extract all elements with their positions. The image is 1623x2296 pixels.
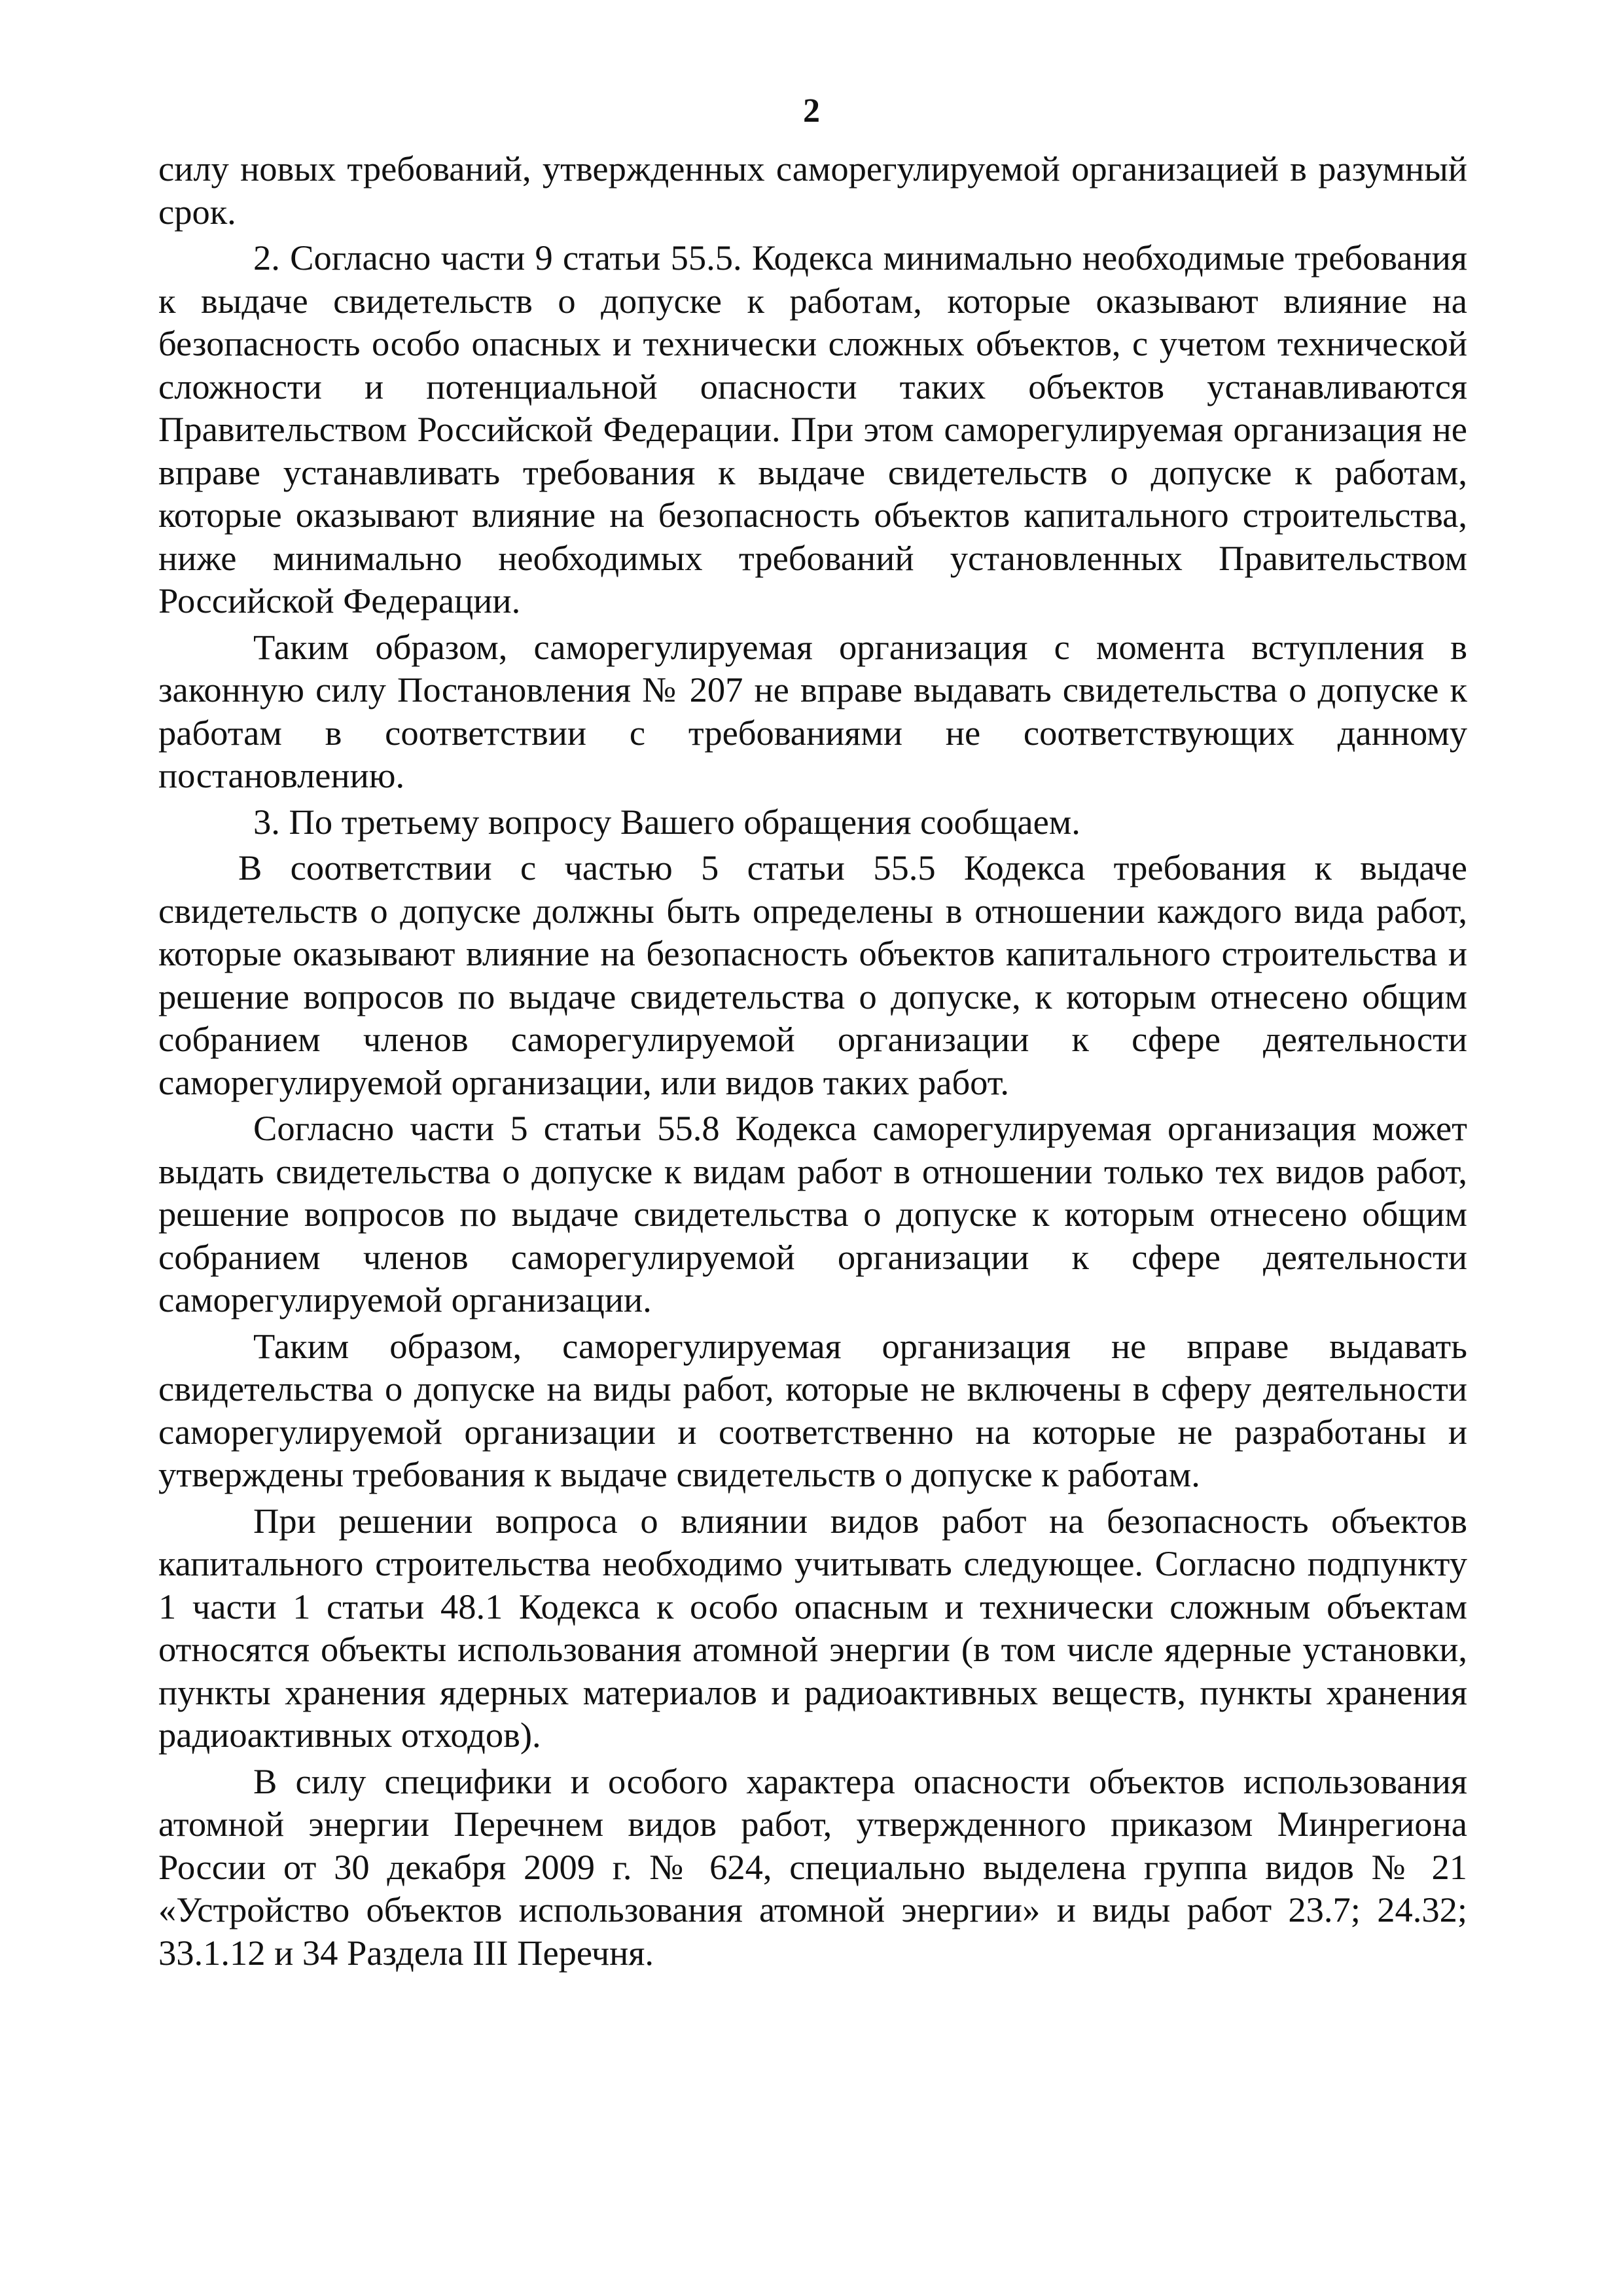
paragraph-conclusion-2: Таким образом, саморегулируемая организация с момента вступления в законную силу Постановления № 207 не вправе выдавать свидетельства о допуске к работам в соответствии с требованиями не соответствующих данному постановлению.: [158, 626, 1467, 795]
paragraph-article-48-1: При решении вопроса о влиянии видов работ на безопасность объектов капитального строительства необходимо учитывать следующее. Согласно подпункту 1 части 1 статьи 48.1 Кодекса к особо опасным и технически сложным объектам относятся объекты использования атомной энергии (в том числе ядерные установки, пункты хранения ядерных материалов и радиоактивных веществ, пункты хранения радиоактивных отходов).: [158, 1500, 1467, 1755]
paragraph-item-3-heading: 3. По третьему вопросу Вашего обращения сообщаем.: [253, 801, 1080, 842]
page-number: 2: [803, 92, 820, 130]
document-body: [158, 147, 1467, 1974]
paragraph-part-5-article-55-5: В соответствии с частью 5 статьи 55.5 Кодекса требования к выдаче свидетельств о допуске должны быть определены в отношении каждого вида работ, которые оказывают влияние на безопасность объектов капитального строительства и решение вопросов по выдаче свидетельства о допуске, к которым отнесено общим собранием членов саморегулируемой организации к сфере деятельности саморегулируемой организации, или видов таких работ.: [158, 848, 1467, 1102]
paragraph-conclusion-3: Таким образом, саморегулируемая организация не вправе выдавать свидетельства о допуске на виды работ, которые не включены в сферу деятельности саморегулируемой организации и соответственно на которые не разработаны и утверждены требования к выдаче свидетельств о допуске к работам.: [158, 1325, 1467, 1494]
paragraph-continuation: силу новых требований, утвержденных саморегулируемой организацией в разумный срок.: [158, 149, 1467, 232]
paragraph-part-5-article-55-8: Согласно части 5 статьи 55.8 Кодекса саморегулируемая организация может выдать свидетельства о допуске к видам работ в отношении только тех видов работ, решение вопросов по выдаче свидетельства о допуске к которым отнесено общим собранием членов саморегулируемой организации к сфере деятельности саморегулируемой организации.: [158, 1108, 1467, 1319]
paragraph-item-2: 2. Согласно части 9 статьи 55.5. Кодекса минимально необходимые требования к выдаче свидетельств о допуске к работам, которые оказывают влияние на безопасность особо опасных и технически сложных объектов, с учетом технической сложности и потенциальной опасности таких объектов устанавливаются Правительством Российской Федерации. При этом саморегулируемая организация не вправе устанавливать требования к выдаче свидетельств о допуске к работам, которые оказывают влияние на безопасность объектов капитального строительства, ниже минимально необходимых требований установленных Правительством Российской Федерации.: [158, 238, 1467, 620]
paragraph-nuclear-works-list: В силу специфики и особого характера опасности объектов использования атомной энергии Перечнем видов работ, утвержденного приказом Минрегиона России от 30 декабря 2009 г. № 624, специально выделена группа видов № 21 «Устройство объектов использования атомной энергии» и виды работ 23.7; 24.32; 33.1.12 и 34 Раздела III Перечня.: [158, 1761, 1467, 1973]
